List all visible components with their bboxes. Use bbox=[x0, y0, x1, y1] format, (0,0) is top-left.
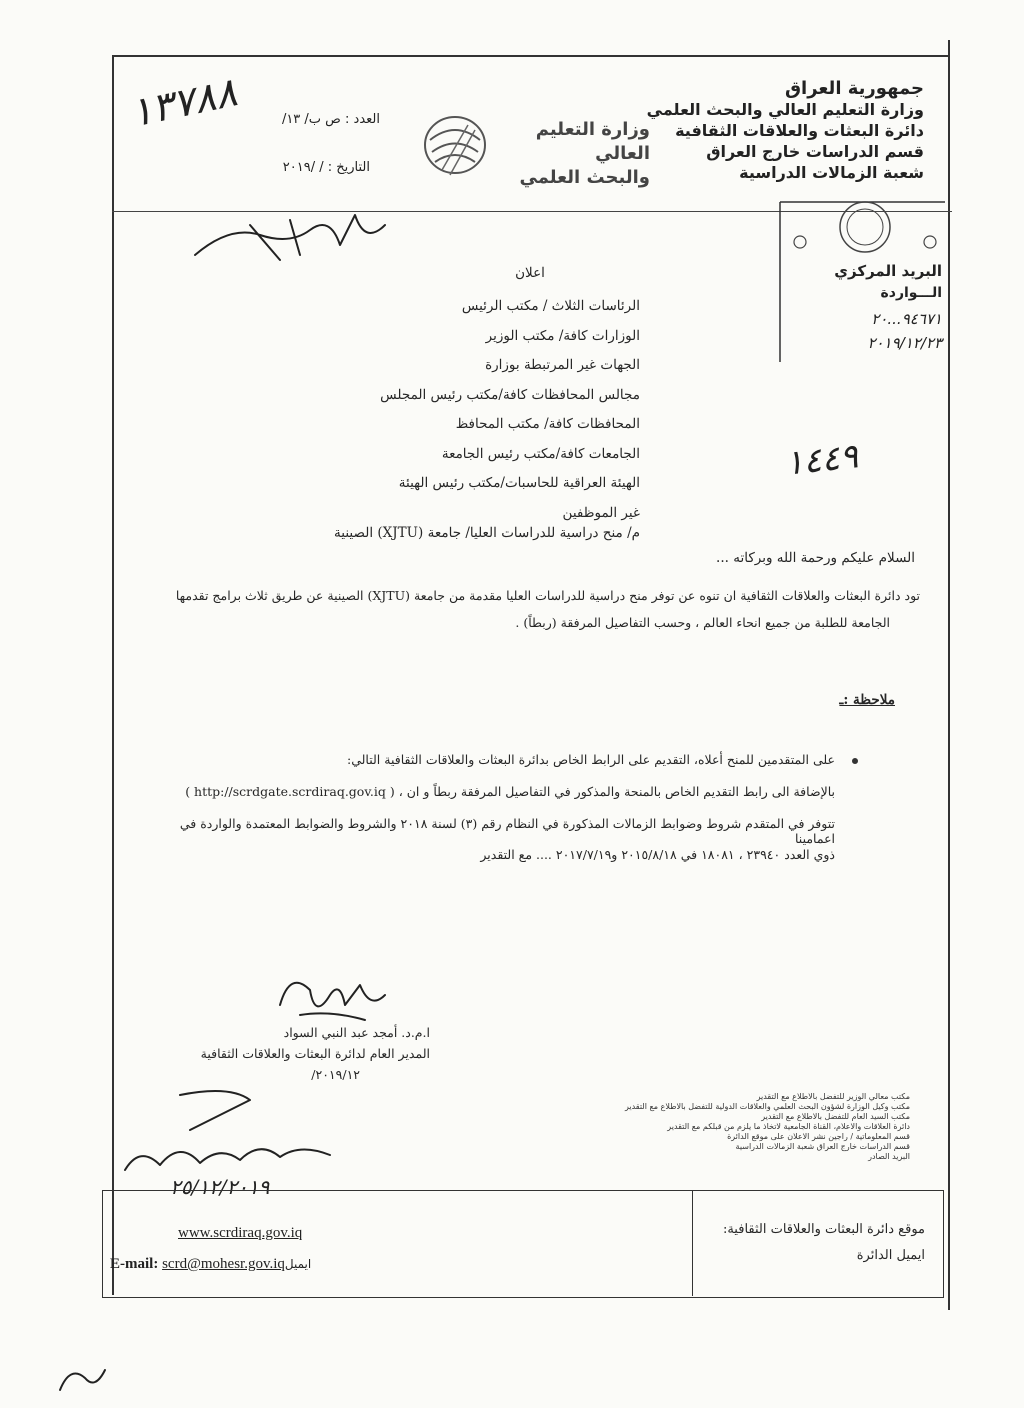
signatory bbox=[180, 1022, 430, 1085]
logo-text-research: والبحث العلمي bbox=[519, 167, 650, 188]
footer-box bbox=[102, 1190, 944, 1298]
cc-item: دائرة العلاقات والاعلام، القناة الجامعية لاتخاذ ما يلزم من قبلكم مع التقدير bbox=[667, 1122, 910, 1131]
signatory-title: المدير العام لدائرة البعثات والعلاقات الثقافية bbox=[200, 1046, 430, 1061]
cc-list bbox=[610, 1092, 910, 1162]
frame-left-border bbox=[112, 55, 114, 1295]
recipient-item: مجالس المحافظات كافة/مكتب رئيس المجلس bbox=[380, 386, 640, 403]
subject-line: م/ منح دراسية للدراسات العليا/ جامعة (XJTU) الصينية bbox=[334, 525, 640, 541]
letter-number: العدد : ص ب/ ١٣/ bbox=[281, 112, 380, 127]
cc-item: مكتب معالي الوزير للتفضل بالاطلاع مع التقدير bbox=[756, 1092, 910, 1101]
footer-email-row bbox=[110, 1256, 311, 1273]
recipient-item: الرئاسات الثلاث / مكتب الرئيس bbox=[461, 298, 640, 314]
cc-item: البريد الصادر bbox=[868, 1152, 910, 1161]
section-name: قسم الدراسات خارج العراق bbox=[706, 142, 924, 161]
footer-email-suffix: ايميل bbox=[284, 1257, 312, 1271]
handwritten-number: ١٣٧٨٨ bbox=[126, 69, 242, 137]
logo-text-ministry: وزارة التعليم العالي bbox=[535, 119, 650, 164]
body-paragraph-line: تود دائرة البعثات والعلاقات الثقافية ان تنوه عن توفر منح دراسية للدراسات العليا مقدمة من جامعة (XJTU) الصينية عن طريق ثلاث برامج تقدمها bbox=[175, 588, 920, 603]
recipient-item: المحافظات كافة/ مكتب المحافظ bbox=[455, 416, 640, 432]
footer-email-label: ايميل الدائرة bbox=[856, 1248, 925, 1263]
footer-divider bbox=[692, 1190, 693, 1296]
recipient-item: الهيئة العراقية للحاسبات/مكتب رئيس الهيئة bbox=[398, 475, 640, 491]
department-name: دائرة البعثات والعلاقات الثقافية bbox=[675, 121, 924, 140]
logo-emblem-icon bbox=[420, 110, 490, 185]
handwritten-date-note: ٢٥/١٢/٢٠١٩ bbox=[170, 1175, 270, 1199]
recipient-item: الجهات غير المرتبطة بوزارة bbox=[485, 357, 640, 373]
cc-item: مكتب وكيل الوزارة لشؤون البحث العلمي والعلاقات الدولية للتفضل بالاطلاع مع التقدير bbox=[624, 1102, 910, 1111]
stamp-number: ٩٤٦٧١...٢٠ bbox=[871, 310, 942, 328]
cc-item: مكتب السيد العام للتفضل بالاطلاع مع التقدير bbox=[761, 1112, 910, 1121]
recipients-list bbox=[300, 292, 640, 528]
bullet-icon bbox=[852, 758, 858, 764]
handwritten-code: ١٤٤٩ bbox=[783, 436, 860, 484]
announcement-title: اعلان bbox=[515, 265, 545, 281]
stamp-label-incoming: الـــواردة bbox=[880, 285, 942, 301]
note-line: تتوفر في المتقدم شروط وضوابط الزمالات المذكورة في النظام رقم (٣) لسنة ٢٠١٨ والشروط والضوابط المعتمدة والواردة في اعمامينا bbox=[179, 816, 835, 846]
signatory-name: ا.م.د. أمجد عبد النبي السواد bbox=[283, 1025, 430, 1040]
stamp-date: ٢٠١٩/١٢/٢٣ bbox=[867, 334, 942, 352]
stamp-label-central-mail: البريد المركزي bbox=[834, 262, 942, 280]
footer-email-prefix: E-mail: bbox=[110, 1256, 163, 1272]
recipient-item: غير الموظفين bbox=[562, 504, 640, 521]
note-line: على المتقدمين للمنح أعلاه، التقديم على الرابط الخاص بدائرة البعثات والعلاقات الثقافية التالي: bbox=[346, 752, 835, 767]
recipient-item: الوزارات كافة/ مكتب الوزير bbox=[485, 327, 640, 344]
incoming-mail-stamp bbox=[770, 192, 950, 367]
frame-top-border bbox=[112, 55, 950, 57]
note-line-link: ( http://scrdgate.scrdiraq.gov.iq ) ، بالإضافة الى رابط التقديم الخاص بالمنحة والمذكور في التفاصيل المرفقة ربطاً و ان bbox=[185, 784, 835, 799]
division-name: شعبة الزمالات الدراسية bbox=[739, 163, 924, 182]
ministry-name: وزارة التعليم العالي والبحث العلمي bbox=[646, 100, 924, 119]
body-paragraph-line: الجامعة للطلبة من جميع انحاء العالم ، وحسب التفاصيل المرفقة (ربطاً) . bbox=[515, 615, 890, 630]
signature-date: ٢٠١٩/١٢/ bbox=[311, 1067, 360, 1082]
handwritten-scribble-icon bbox=[190, 205, 390, 275]
note-line: ذوي العدد ٢٣٩٤٠ ، ١٨٠٨١ في ٢٠١٥/٨/١٨ و٢٠١٧/٧/١٩ .... مع التقدير bbox=[480, 847, 835, 862]
corner-initial-icon bbox=[55, 1360, 115, 1400]
footer-website-label: موقع دائرة البعثات والعلاقات الثقافية: bbox=[722, 1222, 925, 1237]
recipient-item: الجامعات كافة/مكتب رئيس الجامعة bbox=[441, 445, 640, 462]
note-label: ملاحظة :ـ bbox=[839, 692, 895, 708]
footer-email-link[interactable]: scrd@mohesr.gov.iq bbox=[162, 1256, 285, 1272]
greeting: السلام عليكم ورحمة الله وبركاته ... bbox=[716, 550, 915, 566]
footer-website-link[interactable]: www.scrdiraq.gov.iq bbox=[178, 1225, 303, 1241]
republic-name: جمهورية العراق bbox=[784, 78, 924, 99]
cc-item: قسم المعلوماتية / راجين نشر الاعلان على موقع الدائرة bbox=[727, 1132, 910, 1141]
ministry-logo bbox=[420, 110, 650, 188]
cc-item: قسم الدراسات خارج العراق شعبة الزمالات الدراسية bbox=[735, 1142, 910, 1151]
letter-date: التاريخ : / /٢٠١٩ bbox=[282, 160, 370, 175]
